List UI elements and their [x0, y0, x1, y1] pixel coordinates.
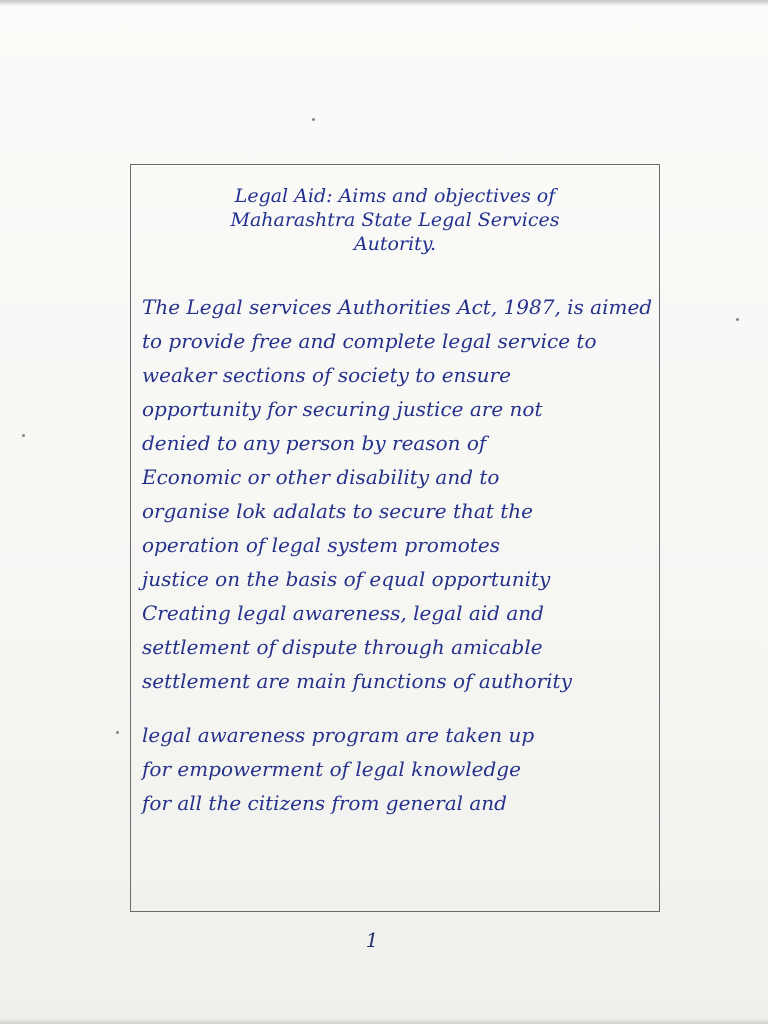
body-line-1: The Legal services Authorities Act, 1987, is aimed [142, 295, 653, 319]
body-line-11: settlement of dispute through amicable [142, 635, 543, 659]
paper-speck [312, 118, 315, 121]
page-number: 1 [365, 928, 379, 952]
title-line-2: Maharashtra State Legal Services [230, 209, 560, 231]
body-line-13: legal awareness program are taken up [142, 723, 535, 747]
body-line-10: Creating legal awareness, legal aid and [142, 601, 544, 625]
body-line-4: opportunity for securing justice are not [142, 397, 543, 421]
body-line-6: Economic or other disability and to [142, 465, 500, 489]
body-line-5: denied to any person by reason of [142, 431, 487, 455]
body-line-14: for empowerment of legal knowledge [142, 757, 521, 781]
paper-speck [22, 434, 25, 437]
body-line-15: for all the citizens from general and [142, 791, 507, 815]
title-line-1: Legal Aid: Aims and objectives of [234, 185, 556, 207]
paper-speck [736, 318, 739, 321]
title-line-3: Autority. [353, 233, 437, 255]
body-line-8: operation of legal system promotes [142, 533, 500, 557]
paper-speck [116, 731, 119, 734]
paragraph-gap [142, 698, 662, 718]
body-line-12: settlement are main functions of authority [142, 669, 572, 693]
body-line-9: justice on the basis of equal opportunity [142, 567, 551, 591]
body-line-2: to provide free and complete legal service to [142, 329, 597, 353]
document-title [150, 184, 640, 256]
document-body [142, 290, 662, 820]
bottom-edge-shadow [0, 1018, 768, 1024]
top-edge-shadow [0, 0, 768, 6]
body-line-7: organise lok adalats to secure that the [142, 499, 533, 523]
body-line-3: weaker sections of society to ensure [142, 363, 511, 387]
